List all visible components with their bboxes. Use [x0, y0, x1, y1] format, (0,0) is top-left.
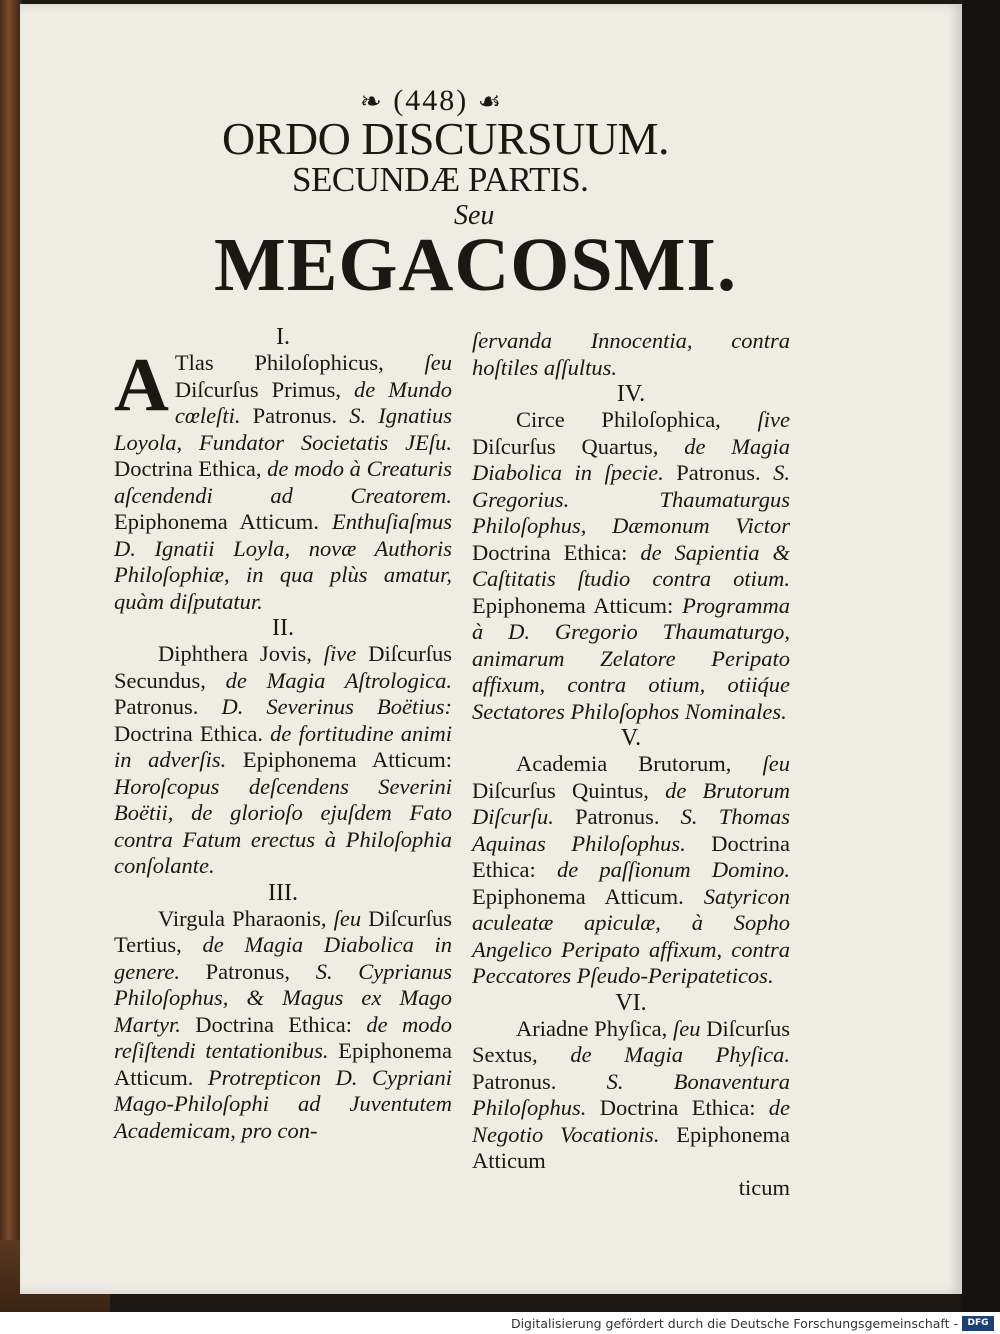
- section-3-text: [114, 906, 452, 1145]
- text-span: Diſcurſus Secundus,: [114, 641, 452, 693]
- text-span: de Magia Diabolica in ſpecie.: [472, 433, 791, 485]
- text-span: S. Cyprianus Philoſophus, & Magus ex Mago Martyr.: [114, 958, 452, 1037]
- text-span: de Mundo cœleſti.: [174, 376, 452, 428]
- text-span: S. Thomas Aquinas Philoſophus.: [472, 804, 790, 856]
- dfg-logo: DFG: [962, 1316, 994, 1331]
- section-number-3: III.: [268, 879, 298, 906]
- text-span: Satyricon aculeatæ apiculæ, à Sopho Angelico Peripato affixum, contra Peccatores Pſeudo-Peripateticos.: [472, 883, 791, 988]
- section-1-text: [114, 343, 453, 615]
- text-span: Doctrina Ethica,: [114, 456, 262, 481]
- text-span: Horoſcopus deſcendens Severini Boëtii, de glorioſo ejuſdem Fato contra Fatum erectus à Philoſophia conſolante.: [114, 773, 452, 878]
- continuation-text: [472, 328, 790, 381]
- text-span: ſervanda Innocentia, contra hoſtiles aſſultus.: [472, 328, 790, 380]
- fleuron-left-icon: ❧: [360, 87, 384, 116]
- section-number-4: IV.: [616, 381, 646, 407]
- text-span: Patronus.: [472, 1068, 557, 1094]
- section-2-title: Diphthera Jovis,: [158, 641, 312, 666]
- text-span: de Magia Diabolica in genere.: [114, 932, 452, 984]
- text-span: de Brutorum Diſcurſu.: [472, 777, 791, 829]
- text-span: ſeu: [424, 350, 453, 375]
- text-span: S. Ignatius Loyola, Fundator Societatis JEſu.: [114, 403, 452, 455]
- text-span: D. Severinus Boëtius:: [221, 694, 452, 719]
- page-edge-shadow: [962, 0, 1000, 1312]
- text-span: Patronus.: [575, 804, 660, 829]
- text-span: Epiphonema Atticum:: [472, 592, 674, 618]
- text-span: Diſcurſus Tertius,: [114, 905, 453, 957]
- text-span: Epiphonema Atticum: [472, 1121, 791, 1173]
- text-span: Patronus.: [252, 403, 338, 428]
- text-span: de modo reſiſtendi tentationibus.: [114, 1011, 452, 1063]
- title-line-1: ORDO DISCURSUUM.: [222, 113, 669, 164]
- text-span: de modo à Creaturis aſcendendi ad Creatorem.: [114, 456, 452, 508]
- text-span: Diſcurſus Sextus,: [472, 1015, 790, 1067]
- text-span: Protrepticon D. Cypriani Mago-Philoſophi ad Juventutem Academicam, pro con-: [114, 1064, 452, 1143]
- text-span: de fortitudine animi in adverſis.: [114, 720, 452, 772]
- section-number-5: V.: [620, 725, 642, 751]
- text-span: Patronus,: [205, 958, 291, 984]
- left-column: [114, 324, 452, 1144]
- title-line-3: Seu: [454, 200, 495, 231]
- text-span: de Negotio Vocationis.: [472, 1095, 791, 1147]
- text-span: Doctrina Ethica:: [195, 1011, 353, 1037]
- text-span: Patronus.: [114, 694, 199, 719]
- section-5-text: [472, 751, 790, 990]
- section-number-2: II.: [272, 615, 294, 641]
- section-1-title: Tlas Philoſophicus,: [174, 350, 384, 375]
- text-span: S. Gregorius. Thaumaturgus Philoſophus, Dæmonum Victor: [472, 460, 791, 538]
- section-6-title: Ariadne Phyſica,: [516, 1015, 668, 1041]
- title-line-2: SECUNDÆ PARTIS.: [292, 160, 589, 199]
- drop-cap: A: [114, 343, 169, 427]
- text-span: Epiphonema Atticum:: [242, 747, 452, 772]
- section-5-title: Academia Brutorum,: [516, 751, 732, 776]
- text-span: Programma à D. Gregorio Thaumaturgo, animarum Zelatore Peripato affixum, contra otium, otiiq́ue Sectatores Philoſophos Nominales.: [472, 592, 790, 724]
- text-span: Epiphonema Atticum.: [114, 1038, 453, 1090]
- text-span: Enthuſiaſmus D. Ignatii Loyla, novæ Authoris Philoſophiæ, in qua plùs amatur, quàm diſputatur.: [114, 509, 453, 614]
- text-span: Diſcurſus Quintus,: [472, 777, 649, 803]
- text-span: de Magia Aſtrologica.: [225, 667, 453, 693]
- page-number: (448): [393, 84, 469, 117]
- text-span: ſive: [757, 407, 791, 432]
- text-span: Epiphonema Atticum.: [472, 883, 684, 909]
- text-span: ſive: [323, 641, 357, 666]
- book-spine: [0, 0, 22, 1312]
- fleuron-right-icon: ☙: [477, 87, 504, 116]
- text-span: ſeu: [333, 905, 362, 931]
- text-span: ſeu: [673, 1015, 701, 1041]
- section-6-text: [472, 1016, 790, 1175]
- right-column: [472, 328, 790, 1201]
- text-span: ſeu: [762, 751, 790, 776]
- text-span: Doctrina Ethica:: [472, 830, 790, 882]
- text-span: de Sapientia & Caſtitatis ſtudio contra otium.: [472, 539, 790, 591]
- text-span: Diſcurſus Primus,: [174, 376, 342, 402]
- title-line-4: MEGACOSMI.: [214, 223, 737, 307]
- digitization-credit: Digitalisierung gefördert durch die Deutsche Forschungsgemeinschaft -: [510, 1316, 958, 1331]
- section-4-title: Circe Philoſophica,: [516, 407, 721, 432]
- section-4-text: [472, 407, 790, 725]
- text-span: Patronus.: [676, 460, 761, 485]
- section-3-title: Virgula Pharaonis,: [158, 905, 327, 931]
- text-span: Epiphonema Atticum.: [114, 509, 319, 534]
- section-2-text: [114, 641, 452, 880]
- text-span: S. Bonaventura Philoſophus.: [472, 1068, 790, 1120]
- text-span: Doctrina Ethica:: [599, 1095, 756, 1120]
- section-number-6: VI.: [615, 989, 647, 1016]
- text-span: Doctrina Ethica.: [114, 720, 263, 746]
- text-span: de Magia Phyſica.: [570, 1042, 791, 1067]
- section-number-1: I.: [276, 324, 290, 350]
- catchword: ticum: [738, 1174, 790, 1200]
- text-span: de paſſionum Domino.: [556, 857, 790, 882]
- text-span: Diſcurſus Quartus,: [472, 433, 659, 459]
- text-span: Doctrina Ethica:: [472, 539, 628, 565]
